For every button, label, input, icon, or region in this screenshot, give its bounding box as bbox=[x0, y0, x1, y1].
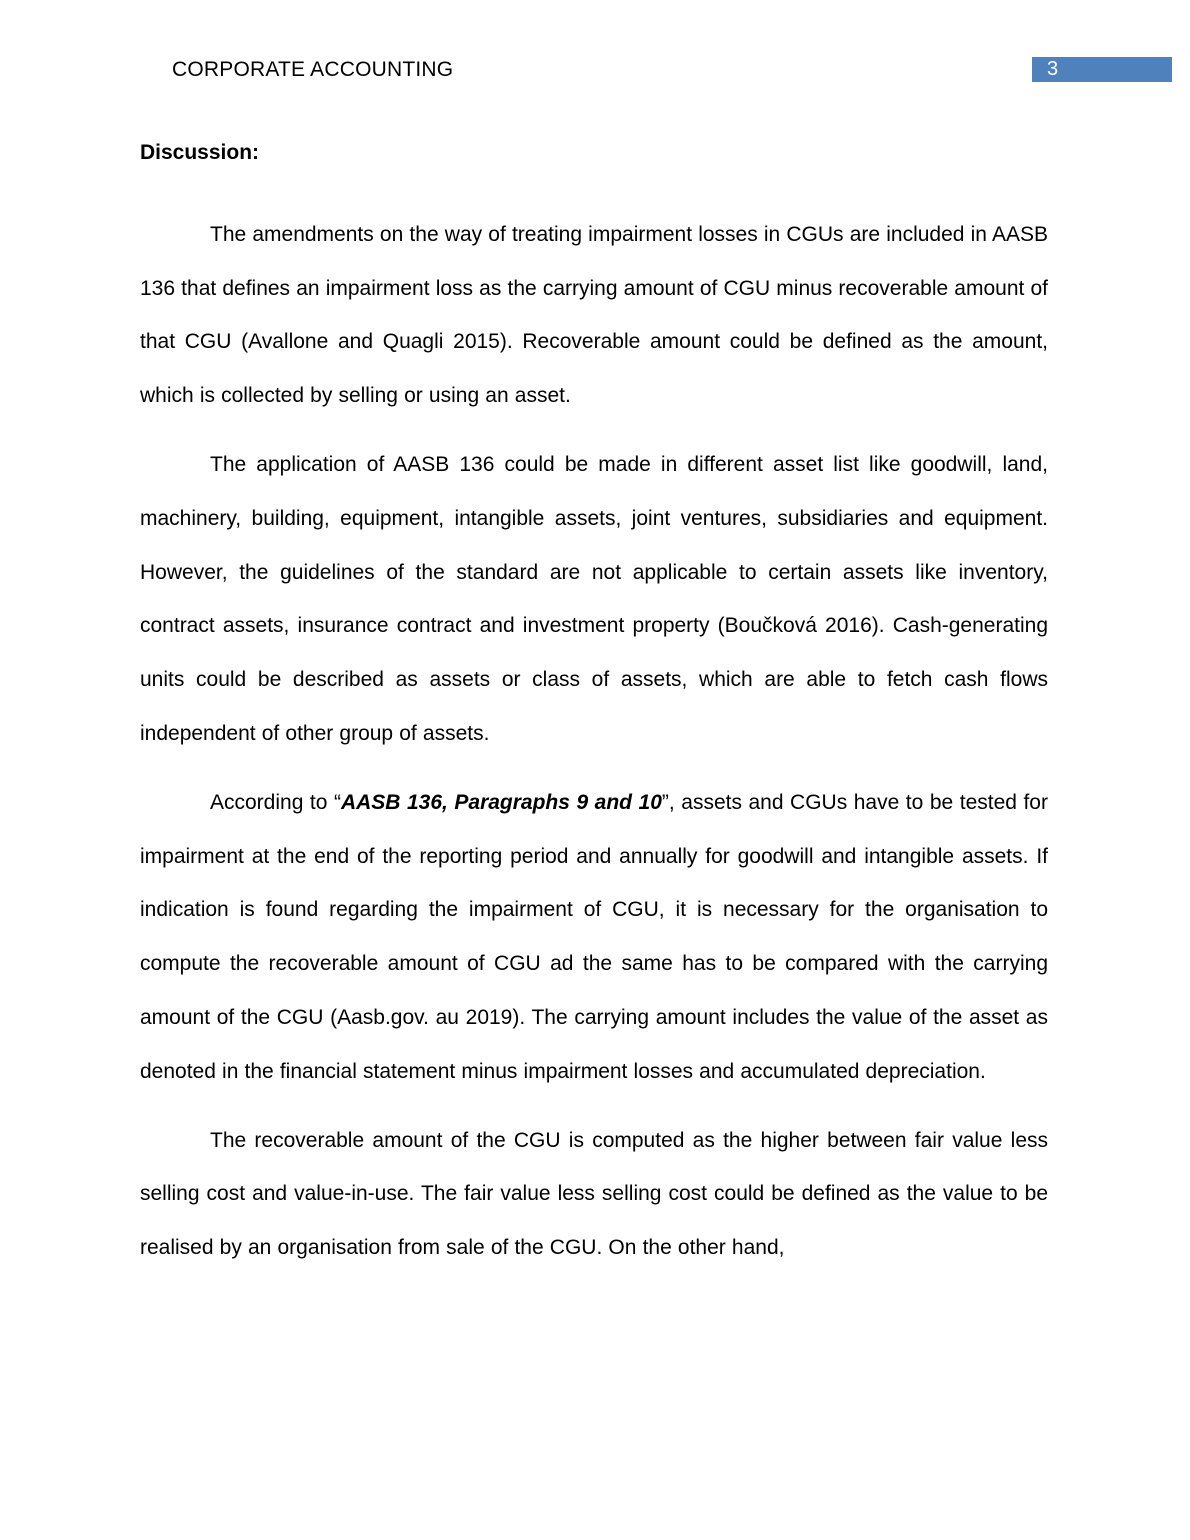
section-heading: Discussion: bbox=[140, 141, 260, 164]
paragraph-3-lead: According to “ bbox=[210, 791, 341, 815]
document-body bbox=[140, 138, 1048, 1290]
running-head: CORPORATE ACCOUNTING bbox=[172, 58, 454, 81]
paragraph-1: The amendments on the way of treating impairment losses in CGUs are included in AASB 136 that defines an impairment loss as the carrying amount of CGU minus recoverable amount of that CGU (Avallone and Quagli 2015). Recoverable amount could be defined as the amount, which is collected by selling or using an asset. bbox=[140, 223, 1048, 408]
standard-reference: AASB 136, Paragraphs 9 and 10 bbox=[340, 791, 662, 815]
paragraph-4: The recoverable amount of the CGU is computed as the higher between fair value less selling cost and value-in-use. The fair value less selling cost could be defined as the value to be realised by an organisation from sale of the CGU. On the other hand, bbox=[140, 1128, 1048, 1260]
paragraph-3-rest: ”, assets and CGUs have to be tested for impairment at the end of the reporting period and annually for goodwill and intangible assets. If indication is found regarding the impairment of CGU, it is necessary for the organisation to compute the recoverable amount of CGU ad the same has to be compared with the carrying amount of the CGU (Aasb.gov. au 2019). The carrying amount includes the value of the asset as denoted in the financial statement minus impairment losses and accumulated depreciation. bbox=[140, 791, 1048, 1083]
paragraph-2: The application of AASB 136 could be made in different asset list like goodwill, land, machinery, building, equipment, intangible assets, joint ventures, subsidiaries and equipment. However, the guidelines of the standard are not applicable to certain assets like inventory, contract assets, insurance contract and investment property (Boučková 2016). Cash-generating units could be described as assets or class of assets, which are able to fetch cash flows independent of other group of assets. bbox=[140, 453, 1048, 745]
page-number: 3 bbox=[1032, 57, 1172, 82]
paragraph-3 bbox=[140, 776, 1048, 1098]
